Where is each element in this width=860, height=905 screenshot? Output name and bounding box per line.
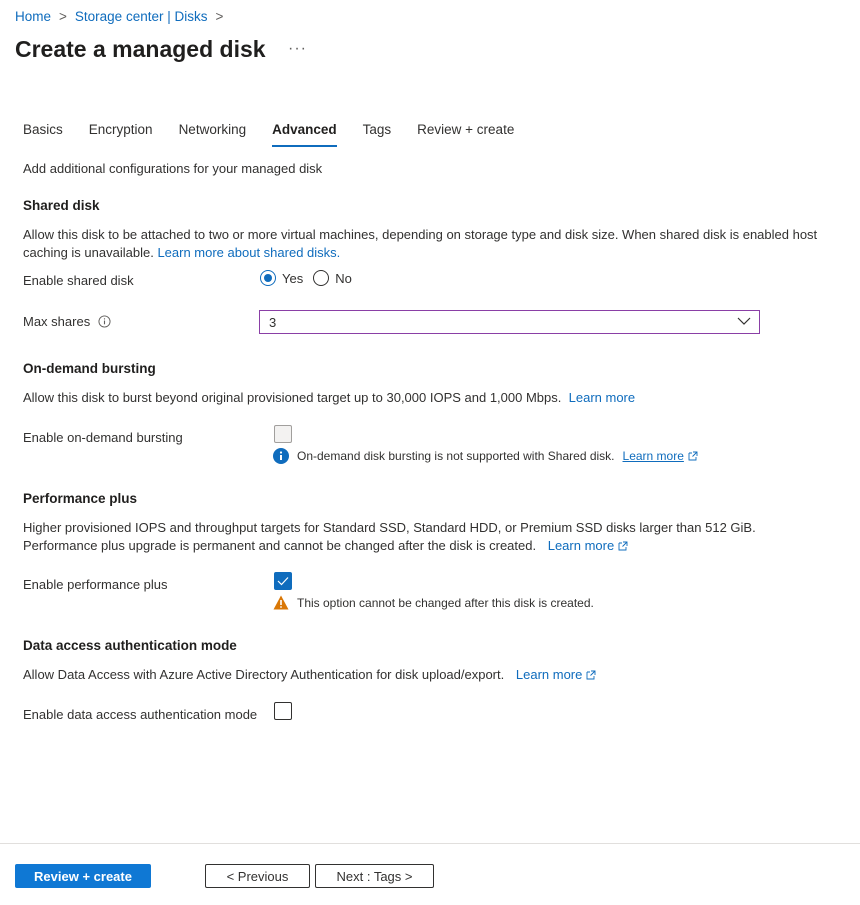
external-link-icon [586, 670, 596, 680]
external-link-icon [688, 451, 698, 461]
previous-button[interactable]: < Previous [205, 864, 310, 888]
page-title: Create a managed disk [15, 36, 266, 62]
info-icon [273, 448, 289, 464]
tab-networking[interactable]: Networking [178, 122, 247, 137]
tab-tags[interactable]: Tags [362, 122, 392, 137]
bursting-description: Allow this disk to burst beyond original provisioned target up to 30,000 IOPS and 1,000 Mbps. Learn more [23, 390, 636, 405]
bursting-info-learn-more-link[interactable]: Learn more [622, 449, 684, 463]
breadcrumb [15, 9, 223, 24]
performance-plus-heading: Performance plus [23, 491, 138, 506]
footer-divider [0, 843, 860, 844]
radio-circle [260, 270, 276, 286]
info-icon[interactable] [98, 315, 111, 328]
enable-data-access-label: Enable data access authentication mode [23, 707, 258, 722]
shared-disk-heading: Shared disk [23, 198, 100, 213]
enable-data-access-checkbox[interactable] [274, 702, 292, 720]
chevron-right-icon: > [215, 9, 224, 24]
tab-review-create[interactable]: Review + create [417, 122, 515, 137]
max-shares-label-row [23, 314, 111, 329]
tab-basics[interactable]: Basics [23, 122, 63, 137]
tab-advanced[interactable]: Advanced [272, 122, 337, 147]
checkmark-icon [277, 576, 289, 586]
more-options-icon[interactable]: ··· [288, 40, 307, 57]
data-access-description: Allow Data Access with Azure Active Directory Authentication for disk upload/export. Learn more [23, 667, 596, 682]
external-link-icon [618, 541, 628, 551]
breadcrumb-storage-center[interactable]: Storage center | Disks [74, 9, 208, 24]
bursting-learn-more-link[interactable]: Learn more [568, 390, 636, 405]
radio-yes[interactable]: Yes [260, 270, 303, 286]
intro-text: Add additional configurations for your managed disk [23, 161, 323, 176]
chevron-right-icon: > [59, 9, 67, 24]
chevron-down-icon [737, 316, 751, 326]
enable-bursting-checkbox[interactable] [274, 425, 292, 443]
performance-plus-learn-more-link[interactable]: Learn more [547, 538, 615, 553]
bursting-info-note: On-demand disk bursting is not supported with Shared disk. Learn more [273, 448, 698, 464]
enable-shared-disk-radio-group [260, 270, 362, 286]
max-shares-dropdown[interactable] [259, 310, 760, 334]
max-shares-value: 3 [269, 315, 277, 330]
bursting-heading: On-demand bursting [23, 361, 156, 376]
data-access-learn-more-link[interactable]: Learn more [515, 667, 583, 682]
max-shares-label: Max shares [23, 314, 91, 329]
next-tags-button[interactable]: Next : Tags > [315, 864, 434, 888]
radio-no[interactable]: No [313, 270, 352, 286]
enable-performance-plus-label: Enable performance plus [23, 577, 168, 592]
performance-plus-warning: This option cannot be changed after this disk is created. [273, 595, 594, 610]
shared-disk-description: Allow this disk to be attached to two or more virtual machines, depending on storage type and disk size. When shared disk is enabled host caching is unavailable. Learn more about shared disks. [23, 227, 818, 260]
review-create-button[interactable]: Review + create [15, 864, 151, 888]
warning-icon [273, 595, 289, 610]
tab-encryption[interactable]: Encryption [88, 122, 153, 137]
performance-plus-description: Higher provisioned IOPS and throughput targets for Standard SSD, Standard HDD, or Premium SSD disks larger than 512 GiB. Performance plus upgrade is permanent and cannot be changed after the disk is created. Learn more [23, 520, 756, 553]
enable-shared-disk-label: Enable shared disk [23, 273, 134, 288]
tab-bar [23, 122, 540, 147]
learn-more-shared-disks-link[interactable]: Learn more about shared disks. [157, 245, 341, 260]
radio-circle [313, 270, 329, 286]
data-access-heading: Data access authentication mode [23, 638, 237, 653]
enable-bursting-label: Enable on-demand bursting [23, 430, 183, 445]
breadcrumb-home[interactable]: Home [15, 9, 52, 24]
enable-performance-plus-checkbox[interactable] [274, 572, 292, 590]
